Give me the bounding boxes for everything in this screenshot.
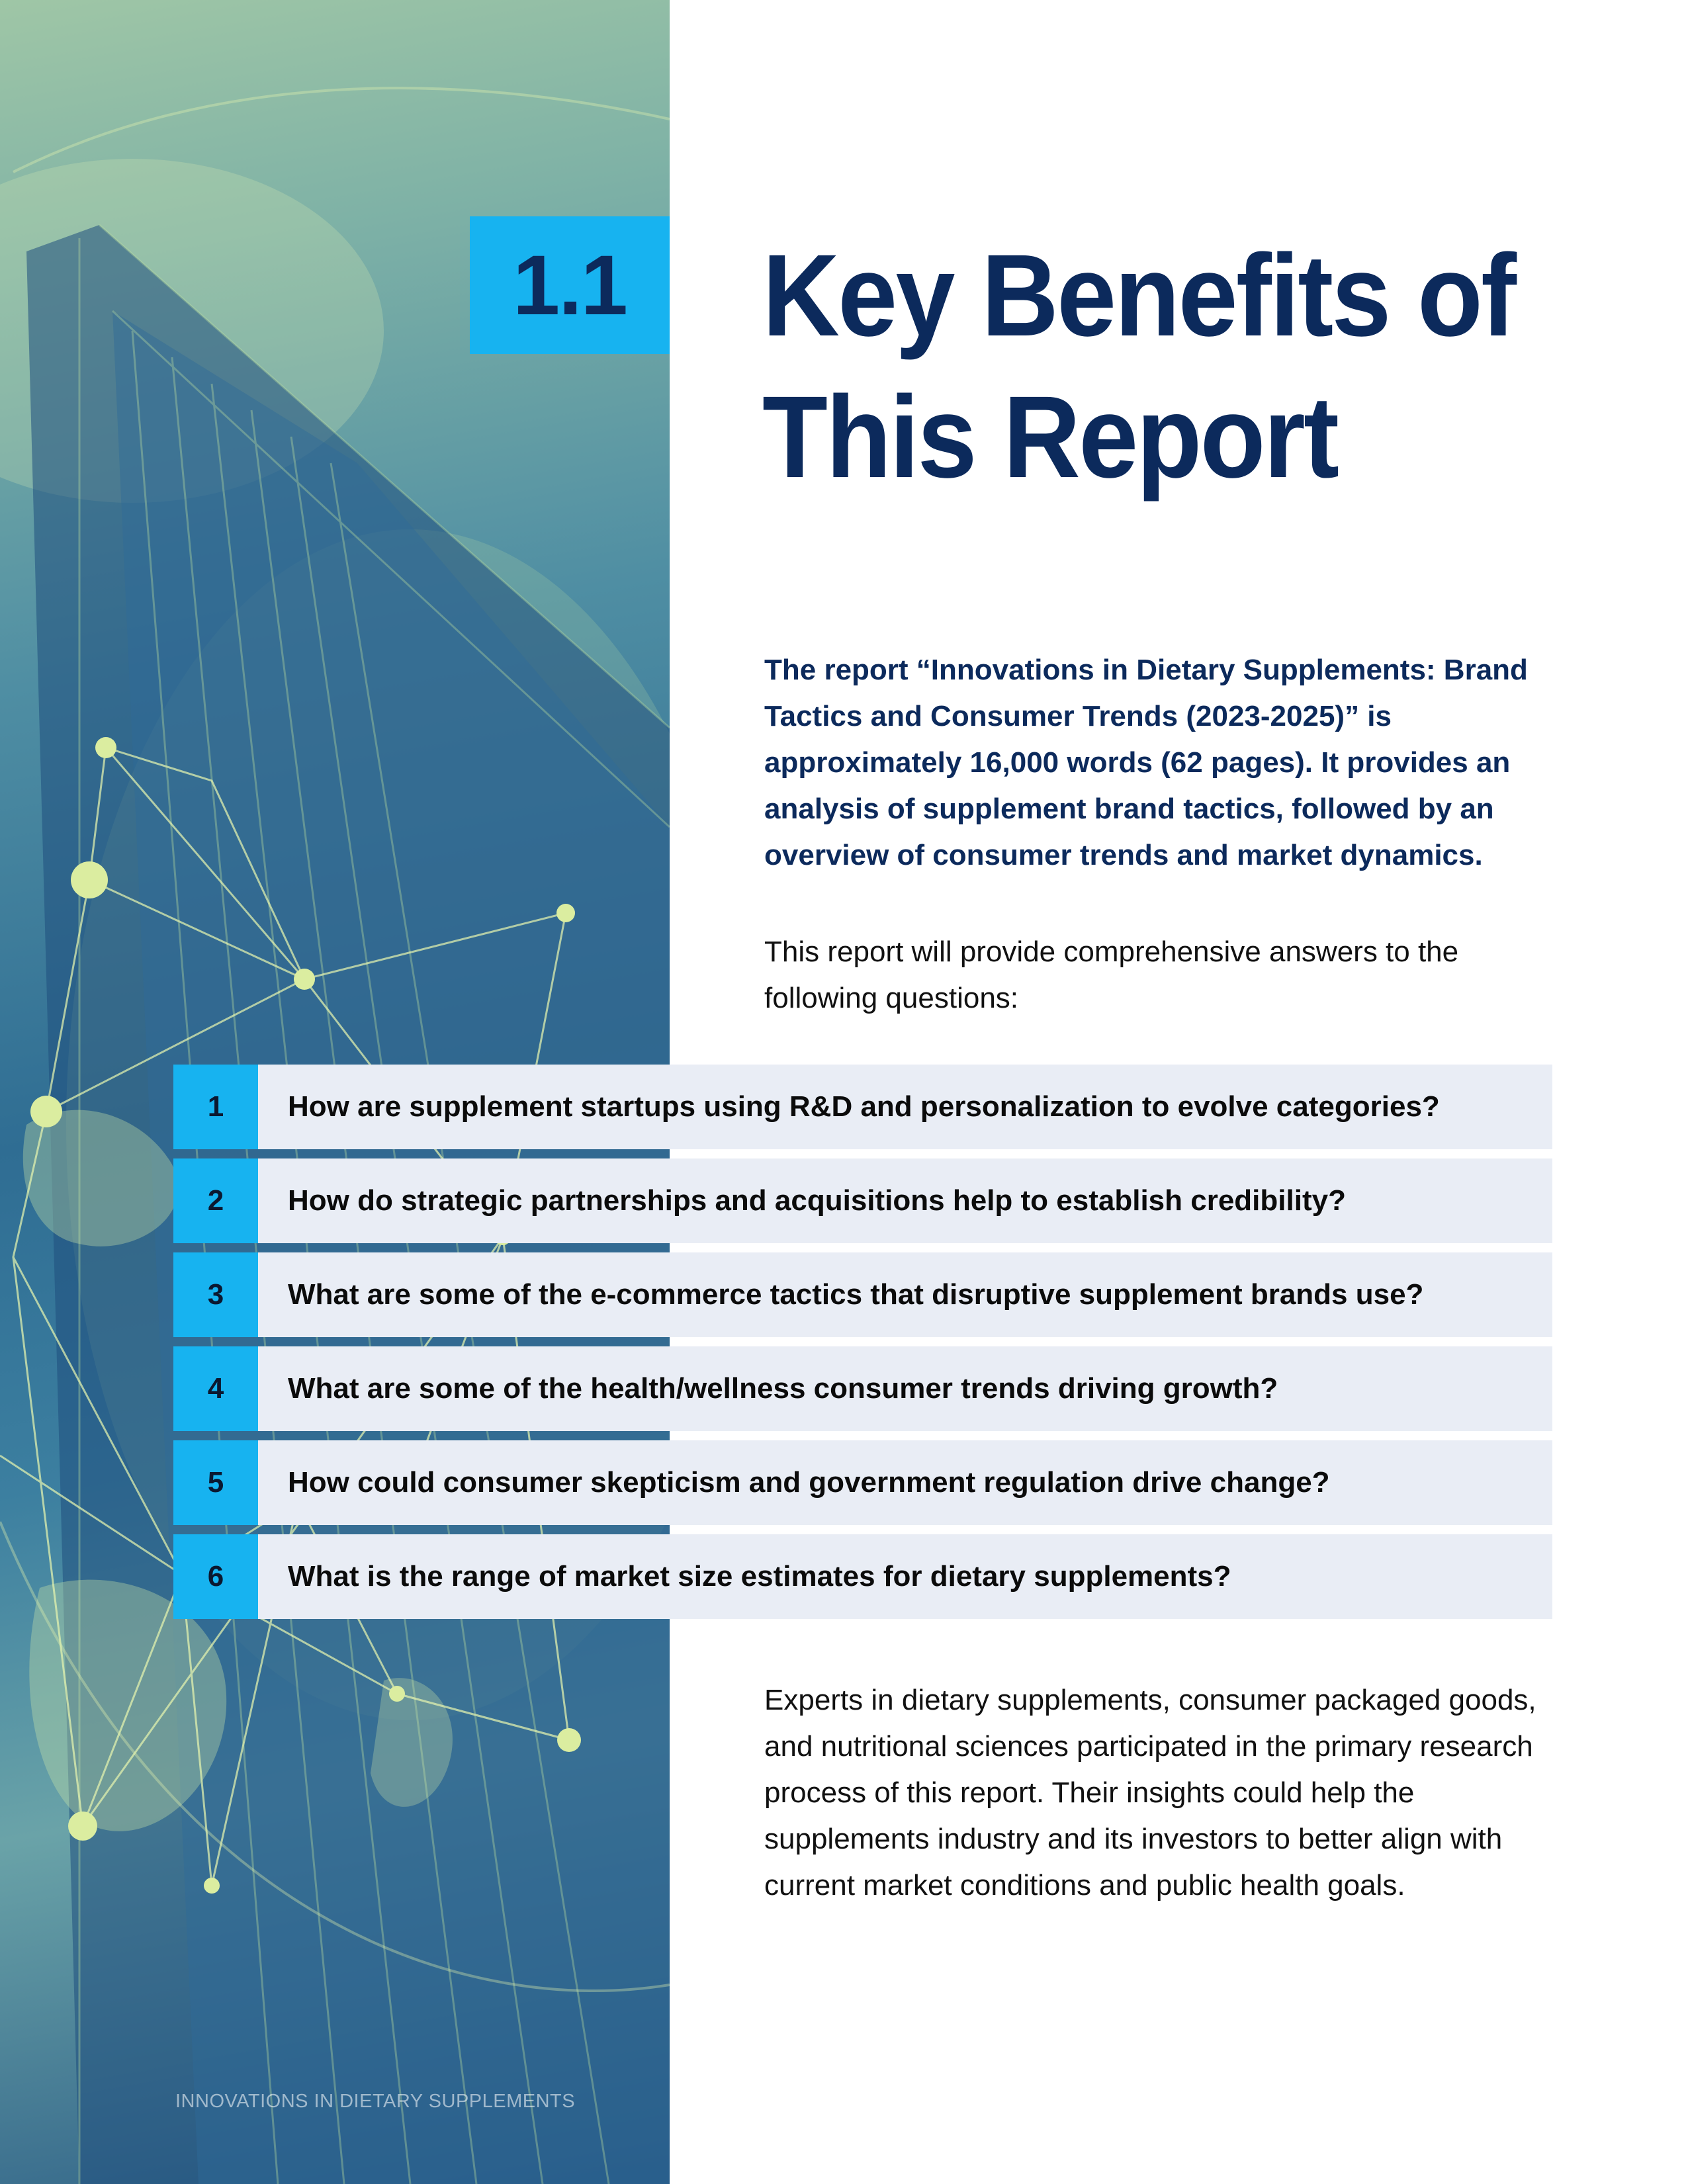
question-row: [173, 1440, 1552, 1525]
questions-list: [173, 1065, 1552, 1628]
question-text: What are some of the e-commerce tactics that disruptive supplement brands use?: [288, 1278, 1424, 1311]
question-number: 1: [173, 1065, 258, 1149]
question-row: [173, 1534, 1552, 1619]
question-text: What are some of the health/wellness consumer trends driving growth?: [288, 1372, 1278, 1405]
question-number: 3: [173, 1252, 258, 1337]
intro-lead: This report will provide comprehensive answers to the following questions:: [764, 936, 1459, 1014]
question-text: How are supplement startups using R&D and personalization to evolve categories?: [288, 1090, 1440, 1123]
section-number: 1.1: [513, 238, 627, 333]
question-row: [173, 1158, 1552, 1243]
question-text: How could consumer skepticism and government regulation drive change?: [288, 1466, 1330, 1499]
question-number: 5: [173, 1440, 258, 1525]
experts-paragraph: Experts in dietary supplements, consumer packaged goods, and nutritional sciences participated in the primary research process of this report. Their insights could help the supplements industry and its investors to better align with current market conditions and public health goals.: [764, 1684, 1536, 1901]
question-number: 6: [173, 1534, 258, 1619]
question-row: [173, 1346, 1552, 1431]
intro-summary: The report “Innovations in Dietary Supplements: Brand Tactics and Consumer Trends (2023-2025)” is approximately 16,000 words (62 pages). It provides an analysis of supplement brand tactics, followed by an overview of consumer trends and market dynamics.: [764, 654, 1528, 871]
question-text: What is the range of market size estimates for dietary supplements?: [288, 1560, 1231, 1593]
section-number-badge: [470, 216, 670, 354]
title-line-2: This Report: [762, 372, 1338, 502]
title-line-1: Key Benefits of: [762, 231, 1515, 361]
question-text: How do strategic partnerships and acquisitions help to establish credibility?: [288, 1184, 1346, 1217]
question-row: [173, 1065, 1552, 1149]
page-title: [762, 225, 1554, 508]
question-number: 2: [173, 1158, 258, 1243]
question-number: 4: [173, 1346, 258, 1431]
question-row: [173, 1252, 1552, 1337]
footer-report-name: INNOVATIONS IN DIETARY SUPPLEMENTS: [175, 2091, 576, 2112]
